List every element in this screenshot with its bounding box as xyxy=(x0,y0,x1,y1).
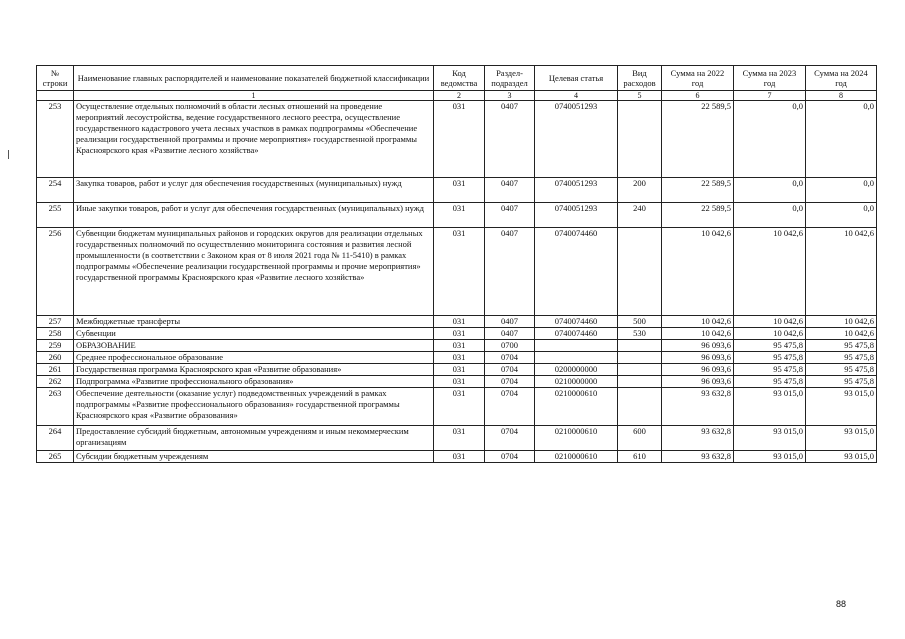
row-number: 263 xyxy=(37,388,74,426)
target-article: 0210000610 xyxy=(535,451,618,463)
row-number: 255 xyxy=(37,203,74,228)
department-code: 031 xyxy=(434,328,485,340)
column-number-empty xyxy=(37,91,74,101)
header-sum-2024: Сумма на 2024 год xyxy=(806,66,877,91)
budget-table xyxy=(36,65,877,463)
sum-2024: 0,0 xyxy=(806,178,877,203)
table-row xyxy=(37,364,877,376)
sum-2024: 95 475,8 xyxy=(806,340,877,352)
row-number: 261 xyxy=(37,364,74,376)
sum-2022: 96 093,6 xyxy=(662,352,734,364)
target-article: 0740051293 xyxy=(535,178,618,203)
header-sum-2023: Сумма на 2023 год xyxy=(734,66,806,91)
row-name: Межбюджетные трансферты xyxy=(74,316,434,328)
expense-type: 240 xyxy=(618,203,662,228)
target-article: 0740074460 xyxy=(535,328,618,340)
row-number: 262 xyxy=(37,376,74,388)
target-article xyxy=(535,352,618,364)
sum-2022: 10 042,6 xyxy=(662,316,734,328)
table-row xyxy=(37,352,877,364)
expense-type: 610 xyxy=(618,451,662,463)
header-sum-2022: Сумма на 2022 год xyxy=(662,66,734,91)
sum-2023: 95 475,8 xyxy=(734,376,806,388)
expense-type xyxy=(618,340,662,352)
header-name: Наименование главных распорядителей и наименование показателей бюджетной классификации xyxy=(74,66,434,91)
target-article: 0740051293 xyxy=(535,101,618,178)
expense-type: 200 xyxy=(618,178,662,203)
sum-2023: 10 042,6 xyxy=(734,316,806,328)
sum-2022: 93 632,8 xyxy=(662,426,734,451)
department-code: 031 xyxy=(434,352,485,364)
row-name: Субсидии бюджетным учреждениям xyxy=(74,451,434,463)
section-code: 0407 xyxy=(485,328,535,340)
section-code: 0407 xyxy=(485,228,535,316)
department-code: 031 xyxy=(434,316,485,328)
sum-2023: 93 015,0 xyxy=(734,451,806,463)
section-code: 0704 xyxy=(485,451,535,463)
target-article: 0740074460 xyxy=(535,316,618,328)
sum-2024: 95 475,8 xyxy=(806,352,877,364)
sum-2023: 93 015,0 xyxy=(734,426,806,451)
sum-2024: 10 042,6 xyxy=(806,328,877,340)
target-article: 0210000000 xyxy=(535,376,618,388)
section-code: 0407 xyxy=(485,178,535,203)
column-number: 8 xyxy=(806,91,877,101)
expense-type: 500 xyxy=(618,316,662,328)
department-code: 031 xyxy=(434,203,485,228)
target-article: 0200000000 xyxy=(535,364,618,376)
section-code: 0704 xyxy=(485,364,535,376)
target-article: 0740051293 xyxy=(535,203,618,228)
column-number: 6 xyxy=(662,91,734,101)
table-body xyxy=(37,101,877,463)
section-code: 0704 xyxy=(485,352,535,364)
sum-2023: 93 015,0 xyxy=(734,388,806,426)
section-code: 0704 xyxy=(485,426,535,451)
sum-2023: 95 475,8 xyxy=(734,340,806,352)
row-number: 264 xyxy=(37,426,74,451)
table-row xyxy=(37,328,877,340)
department-code: 031 xyxy=(434,451,485,463)
expense-type xyxy=(618,352,662,364)
target-article xyxy=(535,340,618,352)
expense-type: 530 xyxy=(618,328,662,340)
sum-2024: 0,0 xyxy=(806,203,877,228)
sum-2022: 10 042,6 xyxy=(662,228,734,316)
sum-2023: 0,0 xyxy=(734,203,806,228)
sum-2023: 0,0 xyxy=(734,178,806,203)
expense-type xyxy=(618,388,662,426)
row-name: ОБРАЗОВАНИЕ xyxy=(74,340,434,352)
target-article: 0210000610 xyxy=(535,388,618,426)
table-header-row xyxy=(37,66,877,91)
sum-2022: 96 093,6 xyxy=(662,376,734,388)
sum-2023: 95 475,8 xyxy=(734,364,806,376)
column-number: 2 xyxy=(434,91,485,101)
scan-artifact-mark xyxy=(8,150,9,159)
sum-2022: 93 632,8 xyxy=(662,388,734,426)
department-code: 031 xyxy=(434,376,485,388)
table-row xyxy=(37,340,877,352)
row-number: 258 xyxy=(37,328,74,340)
row-name: Субвенции бюджетам муниципальных районов и городских округов для реализации отдельных государственных полномочий по осуществлению мониторинга состояния и развития лесной промышленности (в соответствии с Законом края от 8 июля 2021 года № 11-5410) в рамках подпрограммы «Обеспечение реализации государственной программы и прочие мероприятия» государственной программы Красноярского края «Развитие лесного хозяйства» xyxy=(74,228,434,316)
expense-type xyxy=(618,101,662,178)
target-article: 0210000610 xyxy=(535,426,618,451)
row-name: Осуществление отдельных полномочий в области лесных отношений на проведение мероприятий лесоустройства, ведение государственного лесного реестра, осуществление государственного кадастрового учета лесных участков в рамках подпрограммы «Обеспечение реализации государственной программы и прочие мероприятия» государственной программы Красноярского края «Развитие лесного хозяйства» xyxy=(74,101,434,178)
sum-2023: 95 475,8 xyxy=(734,352,806,364)
row-name: Закупка товаров, работ и услуг для обеспечения государственных (муниципальных) нужд xyxy=(74,178,434,203)
row-number: 265 xyxy=(37,451,74,463)
column-number-row xyxy=(37,91,877,101)
table-row xyxy=(37,178,877,203)
section-code: 0407 xyxy=(485,316,535,328)
sum-2023: 10 042,6 xyxy=(734,328,806,340)
header-section: Раздел-подраздел xyxy=(485,66,535,91)
sum-2024: 0,0 xyxy=(806,101,877,178)
row-number: 253 xyxy=(37,101,74,178)
sum-2022: 10 042,6 xyxy=(662,328,734,340)
department-code: 031 xyxy=(434,364,485,376)
department-code: 031 xyxy=(434,340,485,352)
department-code: 031 xyxy=(434,388,485,426)
section-code: 0407 xyxy=(485,203,535,228)
sum-2022: 22 589,5 xyxy=(662,178,734,203)
table-row xyxy=(37,316,877,328)
row-name: Государственная программа Красноярского края «Развитие образования» xyxy=(74,364,434,376)
sum-2022: 22 589,5 xyxy=(662,203,734,228)
department-code: 031 xyxy=(434,101,485,178)
row-number: 260 xyxy=(37,352,74,364)
expense-type xyxy=(618,228,662,316)
sum-2024: 95 475,8 xyxy=(806,364,877,376)
row-number: 259 xyxy=(37,340,74,352)
section-code: 0700 xyxy=(485,340,535,352)
table-row xyxy=(37,203,877,228)
department-code: 031 xyxy=(434,426,485,451)
sum-2022: 22 589,5 xyxy=(662,101,734,178)
row-name: Предоставление субсидий бюджетным, автономным учреждениям и иным некоммерческим организациям xyxy=(74,426,434,451)
table-row xyxy=(37,426,877,451)
header-department-code: Код ведомства xyxy=(434,66,485,91)
sum-2024: 10 042,6 xyxy=(806,316,877,328)
header-expense-type: Вид расходов xyxy=(618,66,662,91)
column-number: 3 xyxy=(485,91,535,101)
header-target-article: Целевая статья xyxy=(535,66,618,91)
header-row-number: № строки xyxy=(37,66,74,91)
section-code: 0407 xyxy=(485,101,535,178)
sum-2022: 96 093,6 xyxy=(662,364,734,376)
row-number: 254 xyxy=(37,178,74,203)
column-number: 7 xyxy=(734,91,806,101)
department-code: 031 xyxy=(434,178,485,203)
sum-2022: 96 093,6 xyxy=(662,340,734,352)
row-number: 256 xyxy=(37,228,74,316)
expense-type: 600 xyxy=(618,426,662,451)
sum-2023: 10 042,6 xyxy=(734,228,806,316)
row-name: Среднее профессиональное образование xyxy=(74,352,434,364)
column-number: 5 xyxy=(618,91,662,101)
row-name: Подпрограмма «Развитие профессионального образования» xyxy=(74,376,434,388)
target-article: 0740074460 xyxy=(535,228,618,316)
row-name: Иные закупки товаров, работ и услуг для обеспечения государственных (муниципальных) нужд xyxy=(74,203,434,228)
sum-2024: 93 015,0 xyxy=(806,451,877,463)
section-code: 0704 xyxy=(485,388,535,426)
table-row xyxy=(37,388,877,426)
page-number: 88 xyxy=(836,599,847,609)
sum-2024: 95 475,8 xyxy=(806,376,877,388)
section-code: 0704 xyxy=(485,376,535,388)
department-code: 031 xyxy=(434,228,485,316)
row-number: 257 xyxy=(37,316,74,328)
column-number: 1 xyxy=(74,91,434,101)
sum-2023: 0,0 xyxy=(734,101,806,178)
table-row xyxy=(37,101,877,178)
sum-2024: 93 015,0 xyxy=(806,426,877,451)
table-row xyxy=(37,376,877,388)
row-name: Обеспечение деятельности (оказание услуг) подведомственных учреждений в рамках подпрограммы «Развитие профессионального образования» государственной программы Красноярского края «Развитие образования» xyxy=(74,388,434,426)
expense-type xyxy=(618,364,662,376)
sum-2024: 93 015,0 xyxy=(806,388,877,426)
sum-2024: 10 042,6 xyxy=(806,228,877,316)
column-number: 4 xyxy=(535,91,618,101)
sum-2022: 93 632,8 xyxy=(662,451,734,463)
expense-type xyxy=(618,376,662,388)
table-row xyxy=(37,451,877,463)
table-row xyxy=(37,228,877,316)
row-name: Субвенции xyxy=(74,328,434,340)
